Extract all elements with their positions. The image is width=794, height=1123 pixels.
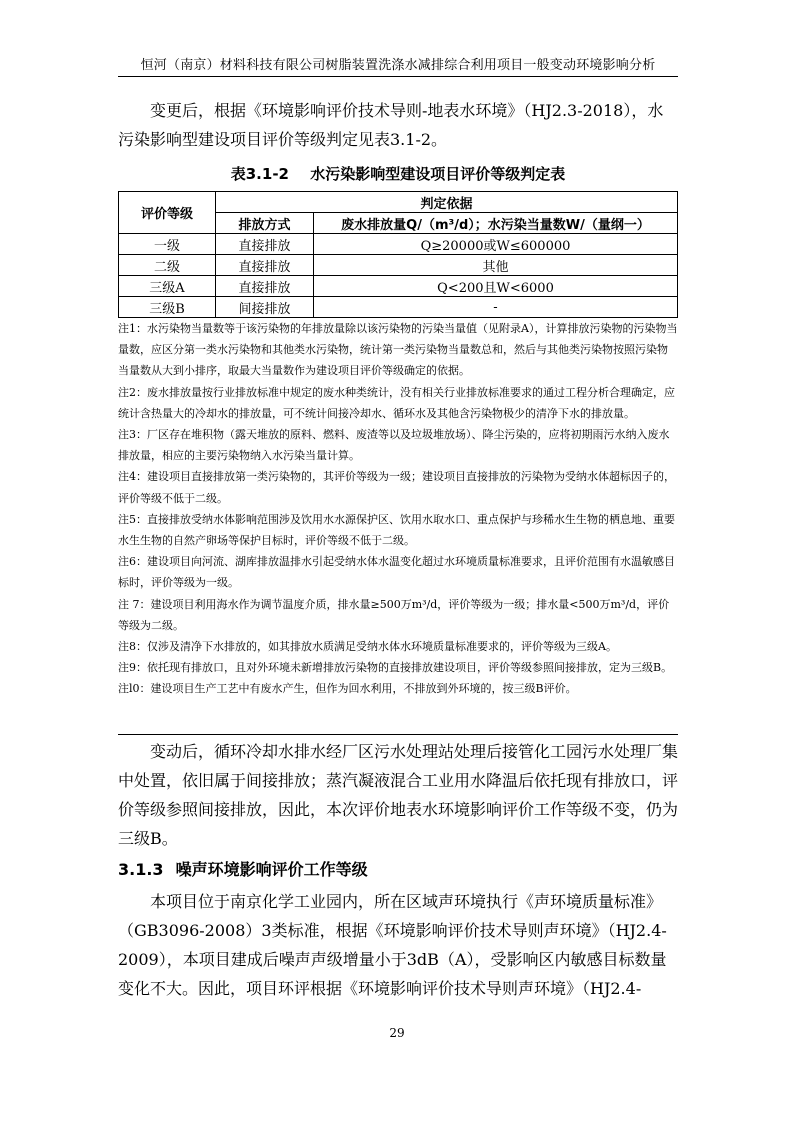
- table-notes: [118, 318, 678, 700]
- cell-grade: 二级: [119, 255, 216, 276]
- paragraph-noise: 本项目位于南京化学工业园内，所在区域声环境执行《声环境质量标准》（GB3096-2008）3类标准，根据《环境影响评价技术导则声环境》（HJ2.4-2009），本项目建成后噪声声级增量小于3dB（A），受影响区内敏感目标数量变化不大。因此，项目环评根据《环境影响评价技术导则声环境》（HJ2.4-: [118, 892, 667, 998]
- note-10: 注l0：建设项目生产工艺中有废水产生，但作为回水利用，不排放到外环境的，按三级B评价。: [118, 682, 577, 696]
- cell-method: 直接排放: [216, 276, 314, 297]
- note-9: 注9：依托现有排放口，且对外环境未新增排放污染物的直接排放建设项目，评价等级参照间接排放，定为三级B。: [118, 661, 673, 675]
- paragraph-after-change: 变动后，循环冷却水排水经厂区污水处理站处理后接管化工园污水处理厂集中处置，依旧属于间接排放；蒸汽凝液混合工业用水降温后依托现有排放口，评价等级参照间接排放，因此，本次评价地表水环境影响评价工作等级不变，仍为三级B。: [118, 742, 679, 848]
- table-row: [119, 234, 678, 255]
- cell-grade: 一级: [119, 234, 216, 255]
- paragraph-intro: 变更后，根据《环境影响评价技术导则-地表水环境》（HJ2.3-2018），水污染影响型建设项目评价等级判定见表3.1-2。: [118, 101, 664, 149]
- section-number: 3.1.3: [118, 860, 164, 879]
- note-8: 注8：仅涉及清净下水排放的，如其排放水质满足受纳水体水环境质量标准要求的，评价等级为三级A。: [118, 640, 617, 654]
- header-grade: 评价等级: [119, 192, 216, 234]
- running-header: 恒河（南京）材料科技有限公司树脂装置洗涤水减排综合利用项目一般变动环境影响分析: [140, 58, 656, 73]
- table-header-row: [119, 192, 678, 213]
- note-5: 注5：直接排放受纳水体影响范围涉及饮用水水源保护区、饮用水取水口、重点保护与珍稀水生生物的栖息地、重要水生生物的自然产卵场等保护目标时，评价等级不低于二级。: [118, 512, 675, 548]
- note-2: 注2：废水排放量按行业排放标准中规定的废水种类统计，没有相关行业排放标准要求的通过工程分析合理确定，应统计含热量大的冷却水的排放量，可不统计间接冷却水、循环水及其他含污染物极少的清净下水的排放量。: [118, 385, 675, 420]
- header-criteria: 废水排放量Q/（m³/d）；水污染当量数W/（量纲一）: [314, 213, 678, 234]
- header-method: 排放方式: [216, 213, 314, 234]
- note-1: 注1：水污染物当量数等于该污染物的年排放量除以该污染物的污染当量值（见附录A），计算排放污染物的污染物当量数，应区分第一类水污染物和其他类水污染物，统计第一类污染物当量数总和，然后与其他类污染物按照污染物当量数从大到小排序，取最大当量数作为建设项目评价等级确定的依据。: [118, 322, 678, 378]
- grade-table: [118, 191, 678, 318]
- table-row: [119, 255, 678, 276]
- cell-criteria: 其他: [314, 255, 678, 276]
- cell-grade: 三级B: [119, 297, 216, 318]
- table-caption-title: 水污染影响型建设项目评价等级判定表: [310, 165, 566, 183]
- cell-grade: 三级A: [119, 276, 216, 297]
- table-row: [119, 276, 678, 297]
- cell-method: 直接排放: [216, 234, 314, 255]
- page-number: 29: [389, 1026, 405, 1040]
- cell-criteria: Q<200且W<6000: [314, 276, 678, 297]
- cell-method: 直接排放: [216, 255, 314, 276]
- table-caption-number: 表3.1-2: [230, 165, 289, 183]
- cell-method: 间接排放: [216, 297, 314, 318]
- cell-criteria: -: [314, 297, 678, 318]
- note-7: 注 7：建设项目利用海水作为调节温度介质，排水量≥500万m³/d，评价等级为一级；排水量<500万m³/d，评价等级为二级。: [118, 597, 670, 632]
- header-basis: 判定依据: [216, 192, 678, 213]
- cell-criteria: Q≥20000或W≤600000: [314, 234, 678, 255]
- table-row: [119, 297, 678, 318]
- section-title: 噪声环境影响评价工作等级: [175, 860, 368, 879]
- note-6: 注6：建设项目向河流、湖库排放温排水引起受纳水体水温变化超过水环境质量标准要求，且评价范围有水温敏感目标时，评价等级为一级。: [118, 555, 675, 590]
- notes-bottom-rule: [118, 734, 678, 735]
- section-heading: [118, 857, 678, 880]
- note-4: 注4：建设项目直接排放第一类污染物的，其评价等级为一级；建设项目直接排放的污染物为受纳水体超标因子的，评价等级不低于二级。: [118, 470, 675, 505]
- note-3: 注3：厂区存在堆积物（露天堆放的原料、燃料、废渣等以及垃圾堆放场）、降尘污染的，应将初期雨污水纳入废水排放量，相应的主要污染物纳入水污染当量计算。: [118, 428, 670, 463]
- header-rule: [118, 76, 678, 77]
- table-caption: [118, 163, 678, 184]
